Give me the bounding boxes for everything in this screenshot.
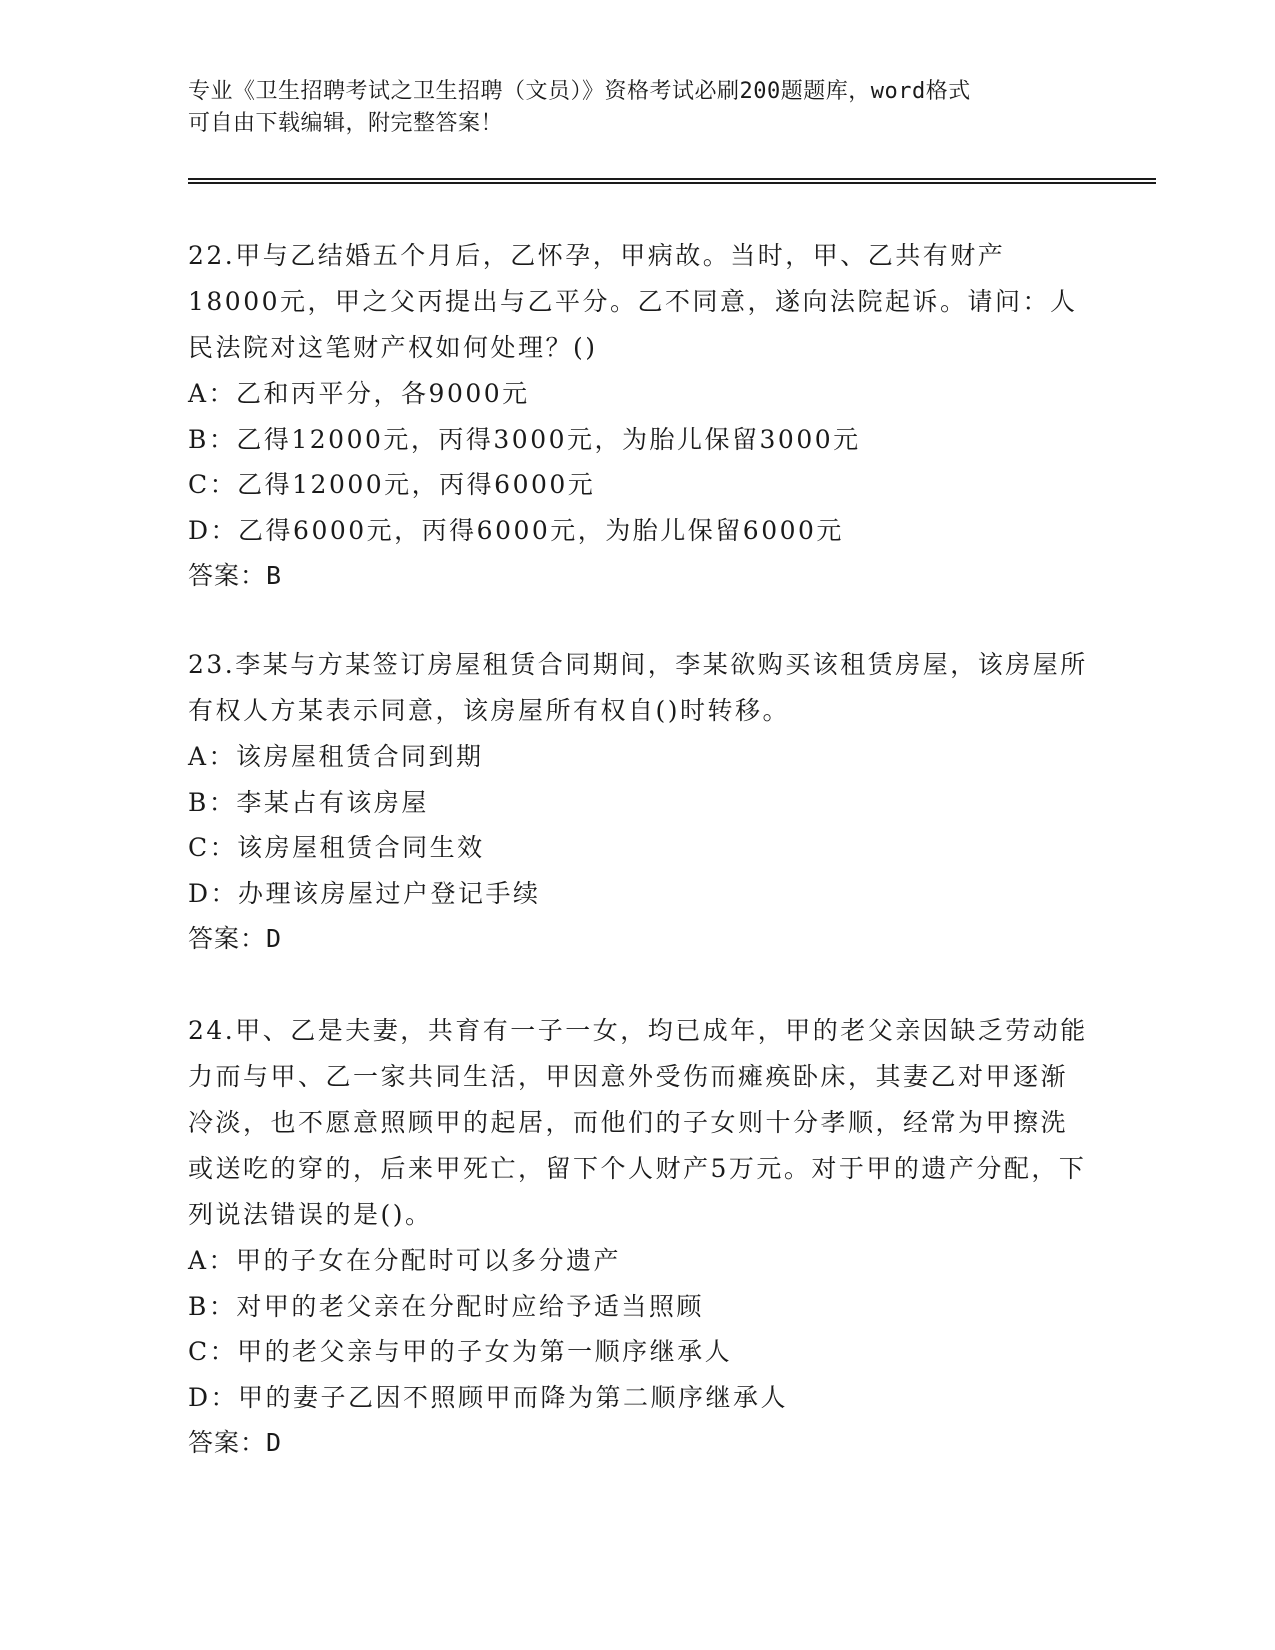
option-c: C：该房屋租赁合同生效 — [188, 833, 485, 862]
option-a: A：甲的子女在分配时可以多分遗产 — [188, 1246, 622, 1275]
option-a: A：乙和丙平分，各9000元 — [188, 379, 530, 408]
option-d: D：办理该房屋过户登记手续 — [188, 878, 541, 908]
question-24 — [188, 1008, 1088, 1466]
option-b: B：对甲的老父亲在分配时应给予适当照顾 — [188, 1291, 704, 1321]
question-stem: 24.甲、乙是夫妻，共育有一子一女，均已成年，甲的老父亲因缺乏劳动能力而与甲、乙一家共同生活，甲因意外受伤而瘫痪卧床，其妻乙对甲逐渐冷淡，也不愿意照顾甲的起居，而他们的子女则十分孝顺，经常为甲擦洗或送吃的穿的，后来甲死亡，留下个人财产5万元。对于甲的遗产分配，下列说法错误的是()。 — [188, 1016, 1088, 1229]
option-d: D：甲的妻子乙因不照顾甲而降为第二顺序继承人 — [188, 1382, 789, 1412]
option-c: C：乙得12000元，丙得6000元 — [188, 470, 596, 499]
question-stem: 22.甲与乙结婚五个月后，乙怀孕，甲病故。当时，甲、乙共有财产18000元，甲之父丙提出与乙平分。乙不同意，遂向法院起诉。请问：人民法院对这笔财产权如何处理？() — [188, 241, 1078, 362]
answer: 答案：D — [188, 924, 283, 953]
option-b: B：乙得12000元，丙得3000元，为胎儿保留3000元 — [188, 424, 861, 454]
header-line-1: 专业《卫生招聘考试之卫生招聘（文员）》资格考试必刷200题题库，word格式 — [188, 79, 971, 104]
answer: 答案：B — [188, 561, 283, 590]
option-c: C：甲的老父亲与甲的子女为第一顺序继承人 — [188, 1337, 733, 1366]
question-22 — [188, 233, 1088, 599]
option-b: B：李某占有该房屋 — [188, 787, 429, 817]
option-d: D：乙得6000元，丙得6000元，为胎儿保留6000元 — [188, 515, 844, 545]
answer: 答案：D — [188, 1428, 283, 1457]
question-stem: 23.李某与方某签订房屋租赁合同期间，李某欲购买该租赁房屋，该房屋所有权人方某表示同意，该房屋所有权自()时转移。 — [188, 650, 1088, 725]
document-header — [188, 76, 1088, 140]
option-a: A：该房屋租赁合同到期 — [188, 742, 484, 771]
header-line-2: 可自由下载编辑，附完整答案！ — [188, 111, 504, 136]
header-divider — [188, 178, 1156, 184]
question-23 — [188, 642, 1088, 962]
